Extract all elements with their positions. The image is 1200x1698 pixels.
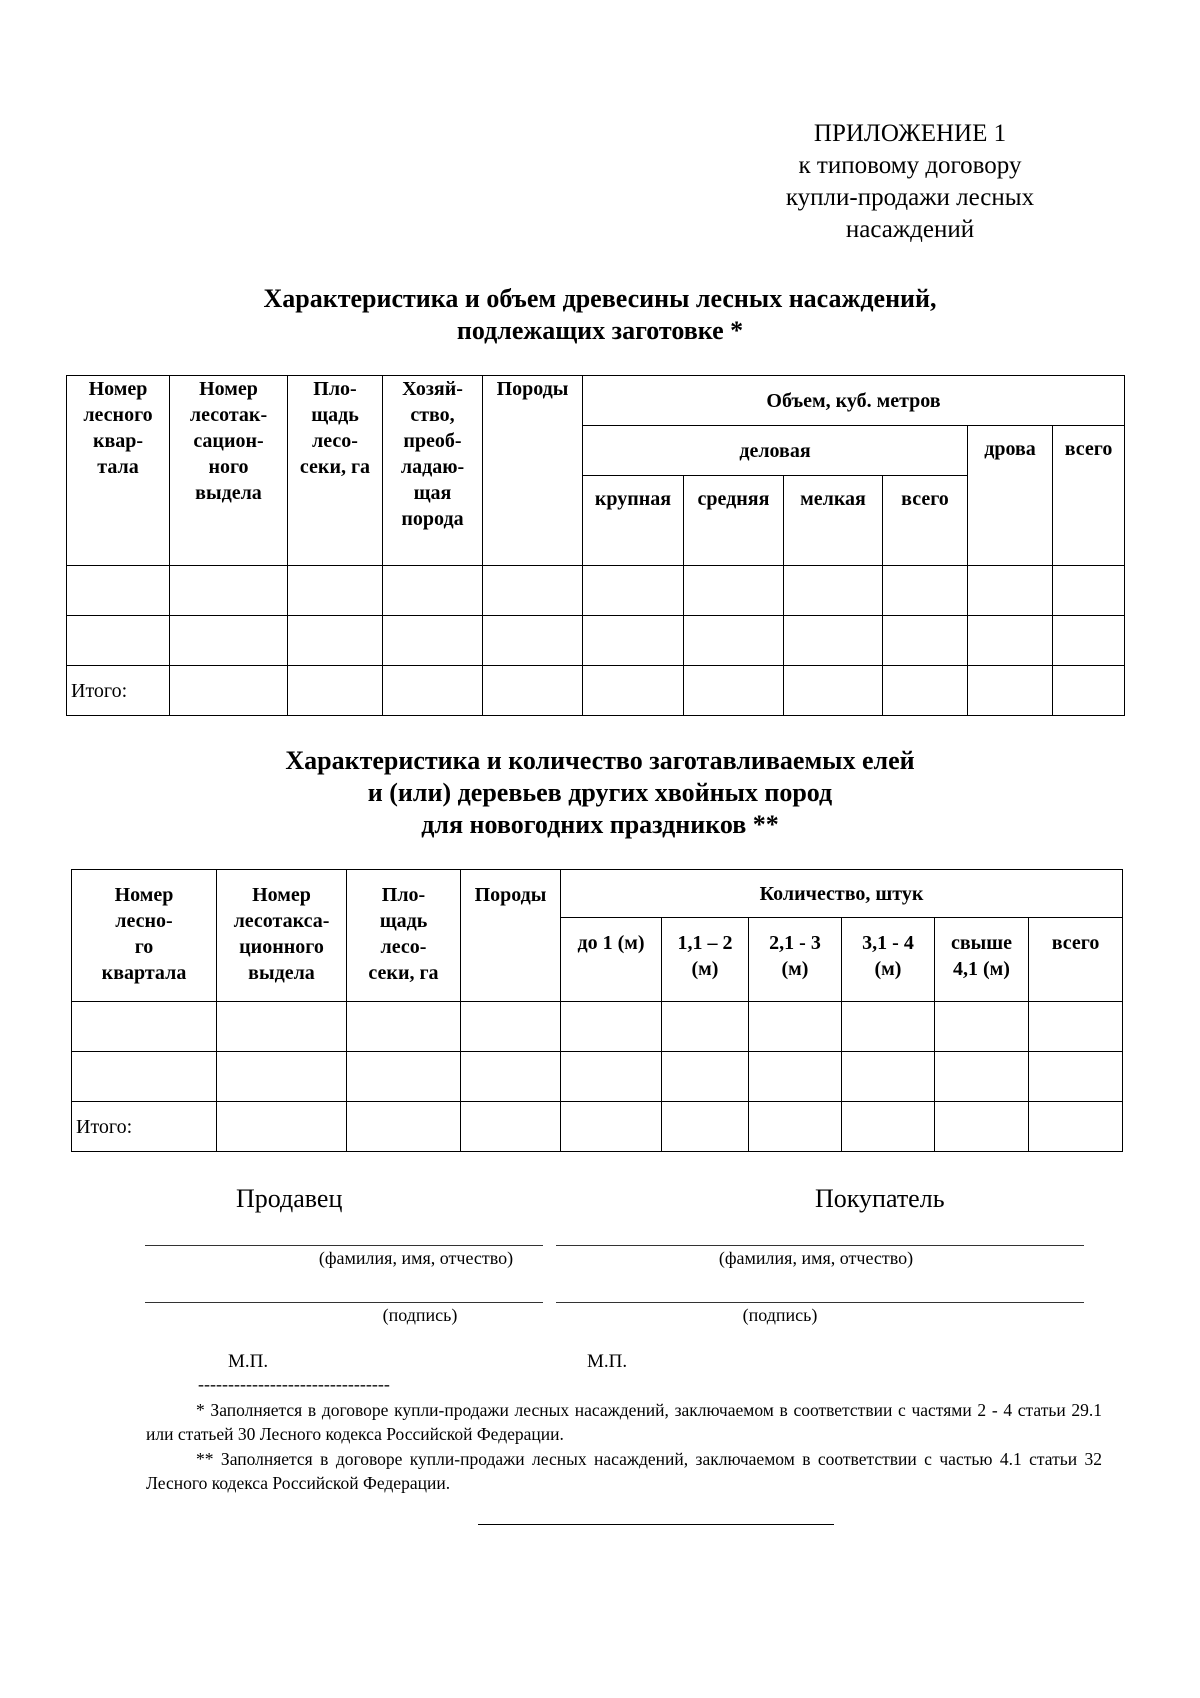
cell[interactable] (67, 616, 170, 666)
section2-title (0, 745, 1200, 841)
table-row (72, 1002, 1123, 1052)
seller-signature-caption: (подпись) (382, 1305, 458, 1325)
cell[interactable] (347, 1052, 461, 1102)
header-over-4m (935, 918, 1029, 1002)
header-line: (м) (691, 958, 719, 980)
header-line: (м) (781, 958, 809, 980)
header-line: сацион- (193, 430, 264, 452)
cell[interactable] (217, 1102, 347, 1152)
header-line: Хозяй- (402, 378, 463, 400)
cell[interactable] (935, 1052, 1029, 1102)
cell[interactable] (170, 566, 288, 616)
header-line: Номер (114, 884, 174, 906)
header-line: Пло- (313, 378, 357, 400)
header-line: лесо- (380, 936, 427, 958)
cell[interactable] (288, 566, 383, 616)
header-line: 4,1 (м) (953, 958, 1010, 980)
cell[interactable] (662, 1102, 749, 1152)
cell[interactable] (461, 1102, 561, 1152)
cell[interactable] (1029, 1002, 1123, 1052)
header-line: лесного (83, 404, 153, 426)
header-line: Номер (252, 884, 311, 906)
footnote-1-text: * Заполняется в договоре купли-продажи лесных насаждений, заключаемом в соответствии с частями 2 - 4 статьи 29.1 или статьей 30 Лесного кодекса Российской Федерации. (146, 1400, 1102, 1444)
appendix-line-1: ПРИЛОЖЕНИЕ 1 (813, 120, 1007, 147)
header-medium: средняя (684, 476, 784, 566)
cell[interactable] (784, 616, 883, 666)
section1-title (0, 283, 1200, 347)
footnote-2 (146, 1447, 1102, 1495)
table-row (67, 566, 1125, 616)
cell[interactable] (662, 1052, 749, 1102)
header-large: крупная (583, 476, 684, 566)
cell[interactable] (170, 666, 288, 716)
buyer-signature-line[interactable] (556, 1302, 1084, 1303)
cell[interactable] (749, 1002, 842, 1052)
cell[interactable] (883, 616, 968, 666)
cell[interactable] (72, 1002, 217, 1052)
cell[interactable] (583, 666, 684, 716)
cell[interactable] (784, 666, 883, 716)
cell[interactable] (347, 1102, 461, 1152)
header-line: ство, (410, 404, 455, 426)
header-line: лесотакса- (233, 910, 330, 932)
buyer-fio-caption: (фамилия, имя, отчество) (718, 1248, 914, 1268)
header-line: лесотак- (189, 404, 268, 426)
header-quarter-number (72, 870, 217, 1002)
cell[interactable] (461, 1052, 561, 1102)
cell[interactable] (561, 1002, 662, 1052)
header-line: ного (208, 456, 249, 478)
header-line: щадь (379, 910, 428, 932)
buyer-stamp-label: М.П. (587, 1351, 628, 1372)
footnote-1 (146, 1398, 1102, 1446)
bottom-rule (478, 1524, 834, 1525)
header-allotment-number (170, 376, 288, 566)
header-line: 3,1 - 4 (862, 932, 914, 954)
section2-title-line-2: и (или) деревьев других хвойных пород (367, 778, 833, 807)
header-line: свыше (950, 932, 1013, 954)
cell[interactable] (968, 566, 1053, 616)
header-1-2m (662, 918, 749, 1002)
seller-label: Продавец (236, 1184, 343, 1213)
footnote-2-text: ** Заполняется в договоре купли-продажи лесных насаждений, заключаемом в соответствии с частью 4.1 статьи 32 Лесного кодекса Российской Федерации. (146, 1449, 1102, 1493)
cell[interactable] (583, 566, 684, 616)
cell[interactable] (170, 616, 288, 666)
cell[interactable] (383, 616, 483, 666)
header-quantity: Количество, штук (561, 870, 1123, 918)
seller-fio-line[interactable] (145, 1245, 543, 1246)
cell[interactable] (1053, 666, 1125, 716)
header-area (347, 870, 461, 1002)
header-economy (383, 376, 483, 566)
cell[interactable] (935, 1102, 1029, 1152)
cell[interactable] (1029, 1102, 1123, 1152)
cell[interactable] (935, 1002, 1029, 1052)
header-line: преоб- (403, 430, 462, 452)
header-line: квар- (92, 430, 144, 452)
header-business-total: всего (883, 476, 968, 566)
timber-volume-table (66, 375, 1125, 716)
cell[interactable] (1053, 566, 1125, 616)
header-allotment-number (217, 870, 347, 1002)
cell[interactable] (684, 566, 784, 616)
cell[interactable] (461, 1002, 561, 1052)
cell[interactable] (842, 1002, 935, 1052)
cell[interactable] (1053, 616, 1125, 666)
header-line: 2,1 - 3 (769, 932, 821, 954)
header-line: Номер (88, 378, 148, 400)
header-line: до 1 (м) (577, 932, 645, 954)
header-line: лесо- (312, 430, 358, 452)
total-row (67, 666, 1125, 716)
cell[interactable] (968, 666, 1053, 716)
cell[interactable] (383, 566, 483, 616)
cell[interactable] (483, 616, 583, 666)
header-line: го (134, 936, 154, 958)
seller-stamp-label: М.П. (228, 1351, 269, 1372)
appendix-line-2: к типовому договору (798, 152, 1022, 179)
header-species: Породы (483, 376, 583, 566)
cell[interactable] (483, 666, 583, 716)
total-label: Итого: (67, 666, 170, 716)
header-business-timber: деловая (583, 426, 968, 476)
cell[interactable] (383, 666, 483, 716)
cell[interactable] (842, 1052, 935, 1102)
conifer-quantity-table (71, 869, 1123, 1152)
cell[interactable] (749, 1102, 842, 1152)
header-3-4m (842, 918, 935, 1002)
header-line: выдела (248, 962, 315, 984)
section2-title-line-1: Характеристика и количество заготавливаемых елей (285, 746, 915, 775)
cell[interactable] (684, 666, 784, 716)
header-line: Номер (199, 378, 258, 400)
seller-signature-line[interactable] (145, 1302, 543, 1303)
header-firewood: дрова (968, 426, 1053, 566)
appendix-line-4: насаждений (845, 216, 975, 243)
cell[interactable] (72, 1052, 217, 1102)
header-area (288, 376, 383, 566)
header-up-to-1m (561, 918, 662, 1002)
table-row (67, 616, 1125, 666)
buyer-fio-line[interactable] (556, 1245, 1084, 1246)
table-row (72, 1052, 1123, 1102)
cell[interactable] (749, 1052, 842, 1102)
header-species: Породы (461, 870, 561, 1002)
header-line: секи, га (299, 456, 371, 478)
total-label: Итого: (72, 1102, 217, 1152)
cell[interactable] (842, 1102, 935, 1152)
cell[interactable] (968, 616, 1053, 666)
header-line: лесно- (115, 910, 173, 932)
header-line: (м) (874, 958, 902, 980)
header-line: тала (97, 456, 139, 478)
cell[interactable] (483, 566, 583, 616)
header-line: щая (413, 482, 452, 504)
header-line: порода (401, 508, 464, 530)
cell[interactable] (1029, 1052, 1123, 1102)
header-quarter-number (67, 376, 170, 566)
header-line: всего (1051, 932, 1100, 954)
cell[interactable] (217, 1052, 347, 1102)
header-line: Пло- (381, 884, 426, 906)
cell[interactable] (561, 1052, 662, 1102)
appendix-line-3: купли-продажи лесных (785, 184, 1035, 211)
total-row (72, 1102, 1123, 1152)
header-2-3m (749, 918, 842, 1002)
section1-title-line-2: подлежащих заготовке * (456, 316, 744, 345)
cell[interactable] (784, 566, 883, 616)
appendix-header (720, 118, 1100, 246)
header-line: ладаю- (400, 456, 465, 478)
cell[interactable] (883, 666, 968, 716)
cell[interactable] (217, 1002, 347, 1052)
section2-title-line-3: для новогодних праздников ** (421, 810, 779, 839)
cell[interactable] (288, 616, 383, 666)
cell[interactable] (67, 566, 170, 616)
cell[interactable] (288, 666, 383, 716)
footnote-separator: -------------------------------- (198, 1374, 390, 1394)
header-volume: Объем, куб. метров (583, 376, 1125, 426)
cell[interactable] (684, 616, 784, 666)
buyer-signature-caption: (подпись) (742, 1305, 818, 1325)
cell[interactable] (583, 616, 684, 666)
header-volume-total: всего (1053, 426, 1125, 566)
cell[interactable] (561, 1102, 662, 1152)
header-line: секи, га (368, 962, 439, 984)
buyer-label: Покупатель (815, 1184, 945, 1213)
cell[interactable] (662, 1002, 749, 1052)
cell[interactable] (347, 1002, 461, 1052)
header-line: щадь (311, 404, 359, 426)
header-small: мелкая (784, 476, 883, 566)
seller-fio-caption: (фамилия, имя, отчество) (318, 1248, 514, 1268)
section1-title-line-1: Характеристика и объем древесины лесных насаждений, (263, 284, 937, 313)
cell[interactable] (883, 566, 968, 616)
header-line: ционного (239, 936, 324, 958)
header-line: 1,1 – 2 (677, 932, 733, 954)
header-line: квартала (101, 962, 187, 984)
header-line: выдела (195, 482, 262, 504)
header-quantity-total (1029, 918, 1123, 1002)
